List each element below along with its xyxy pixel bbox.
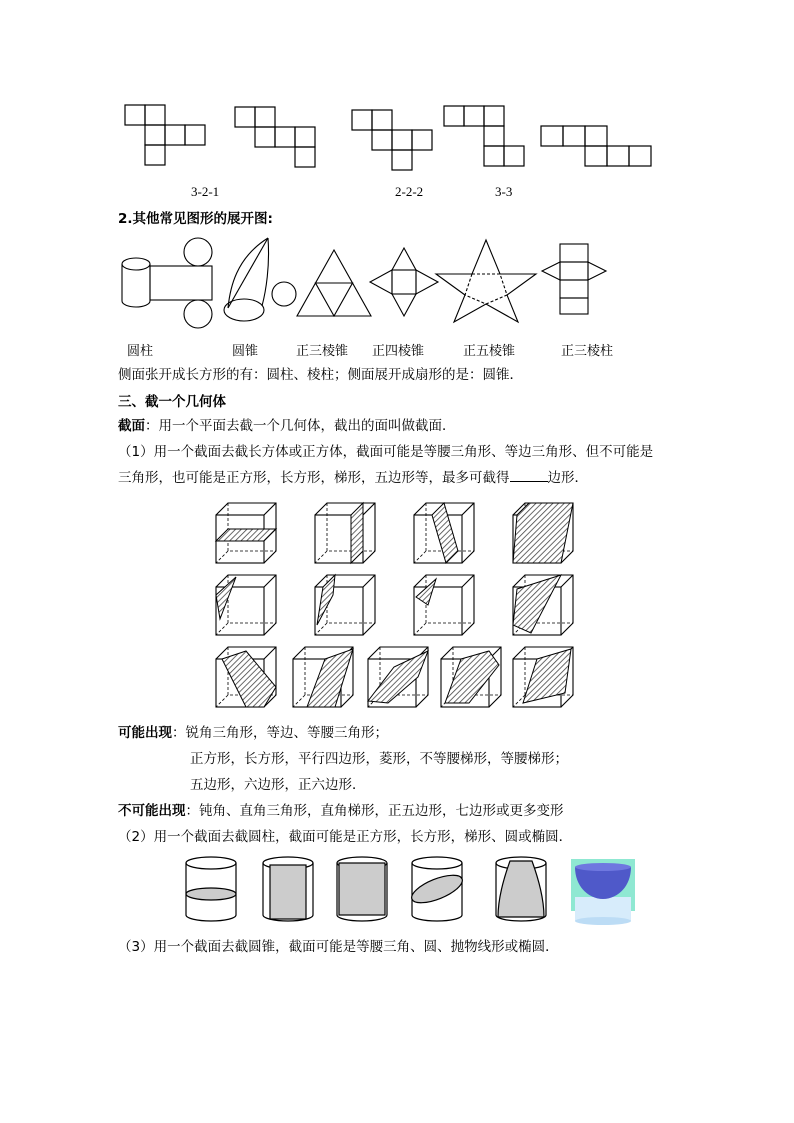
net-label-3-2-1: 3-2-1 <box>191 184 220 199</box>
section2-note: 侧面张开成长方形的有：圆柱、棱柱；侧面展开成扇形的是：圆锥． <box>118 367 523 383</box>
possible-line-2: 正方形，长方形，平行四边形，菱形，不等腰梯形，等腰梯形； <box>190 751 568 767</box>
net-label-3-3: 3-3 <box>495 184 513 199</box>
impossible-text: ：钝角、直角三角形，直角梯形，正五边形，七边形或更多变形 <box>185 803 564 819</box>
label-triangular-prism: 正三棱柱 <box>561 344 614 359</box>
label-cylinder: 圆柱 <box>127 344 154 359</box>
definition-term: 截面 <box>118 418 145 434</box>
impossible-line <box>118 801 564 821</box>
section2-title: 2.其他常见图形的展开图: <box>118 211 273 227</box>
label-square-pyramid: 正四棱锥 <box>372 344 425 359</box>
label-triangular-pyramid: 正三棱锥 <box>296 344 349 359</box>
solid-nets-figure <box>0 236 794 336</box>
possible-term: 可能出现 <box>118 725 172 741</box>
cube-sections-figure <box>0 495 794 715</box>
section-definition <box>118 416 456 436</box>
possible-line-1 <box>118 723 388 743</box>
paragraph-2: （2）用一个截面去截圆柱，截面可能是正方形，长方形，梯形、圆或椭圆． <box>118 829 573 845</box>
label-pentagonal-pyramid: 正五棱锥 <box>463 344 516 359</box>
paragraph-1-line-1: （1）用一个截面去截长方体或正方体，截面可能是等腰三角形、等边三角形、但不可能是 <box>118 444 654 460</box>
cylinder-sections-figure <box>0 853 794 933</box>
possible-line-3: 五边形，六边形，正六边形． <box>190 777 366 793</box>
possible-text-1: ：锐角三角形，等边、等腰三角形； <box>172 725 388 741</box>
section3-title: 三、截一个几何体 <box>118 394 226 410</box>
paragraph-1-line-2 <box>118 468 588 488</box>
paragraph-3: （3）用一个截面去截圆锥，截面可能是等腰三角、圆、抛物线形或椭圆． <box>118 939 559 955</box>
paragraph-1-line-2-a: 三角形，也可能是正方形，长方形，梯形，五边形等，最多可截得 <box>118 470 510 486</box>
label-cone: 圆锥 <box>232 344 259 359</box>
impossible-term: 不可能出现 <box>118 803 186 819</box>
net-label-2-2-2: 2-2-2 <box>395 184 424 199</box>
fill-in-blank[interactable] <box>510 469 548 482</box>
paragraph-1-line-2-b: 边形． <box>547 470 588 486</box>
definition-text: ：用一个平面去截一个几何体，截出的面叫做截面． <box>145 418 456 434</box>
cube-nets-figure <box>0 0 794 180</box>
